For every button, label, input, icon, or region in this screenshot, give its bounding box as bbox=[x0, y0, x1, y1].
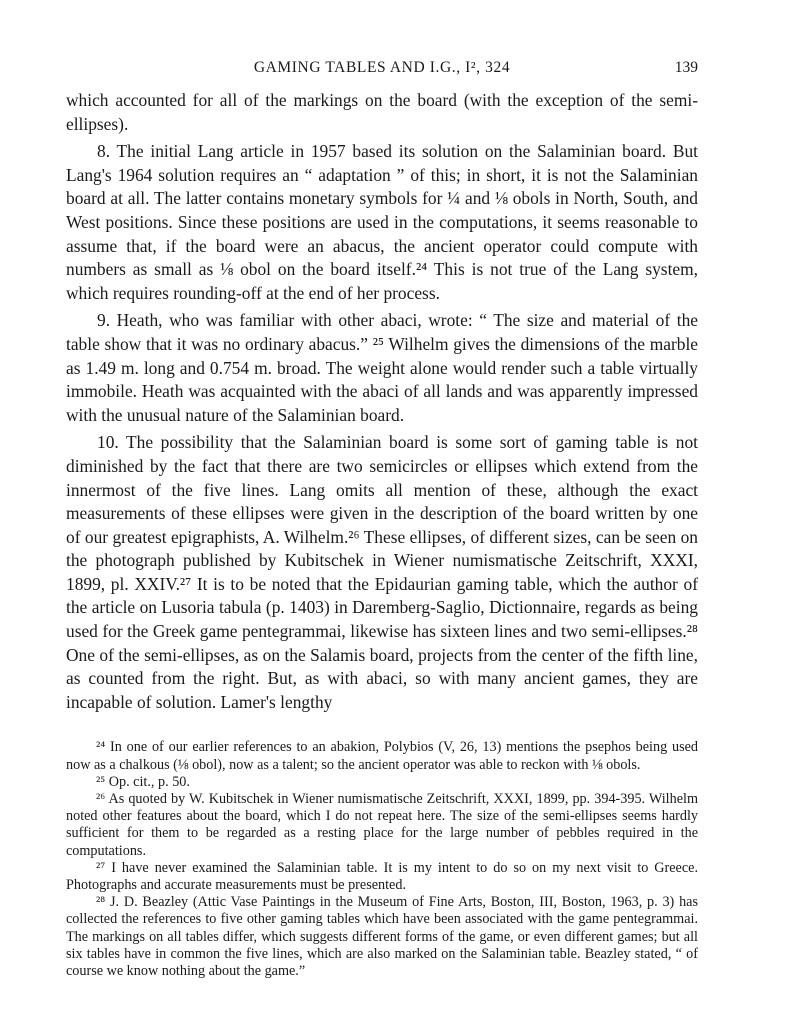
paragraph-8: 8. The initial Lang article in 1957 based its solution on the Salaminian board. But Lang's 1964 solution requires an “ adaptation ” of this; in short, it is not the Salaminian board at all. The latter contains monetary symbols for ¼ and ⅛ obols in North, South, and West positions. Since these positions are used in the computations, it seems reasonable to assume that, if the board were an abacus, the ancient operator could compute with numbers as small as ⅛ obol on the board itself.²⁴ This is not true of the Lang system, which requires rounding-off at the end of her process. bbox=[66, 141, 698, 303]
footnote-24: ²⁴ In one of our earlier references to an abakion, Polybios (V, 26, 13) mentions the psephos being used now as a chalkous (⅛ obol), now as a talent; so the ancient operator was able to reckon with ⅛ obols. bbox=[66, 739, 698, 773]
footnote-25: ²⁵ Op. cit., p. 50. bbox=[96, 773, 190, 790]
running-header bbox=[66, 59, 698, 85]
page bbox=[66, 0, 698, 980]
paragraph-10: 10. The possibility that the Salaminian board is some sort of gaming table is not diminished by the fact that there are two semicircles or ellipses which extend from the innermost of the five lines. Lang omits all mention of these, although the exact measurements of these ellipses were given in the description of the board written by one of our greatest epigraphists, A. Wilhelm.²⁶ These ellipses, of different sizes, can be seen on the photograph published by Kubitschek in Wiener numismatische Zeitschrift, XXXI, 1899, pl. XXIV.²⁷ It is to be noted that the Epidaurian gaming table, which the author of the article on Lusoria tabula (p. 1403) in Daremberg-Saglio, Dictionnaire, regards as being used for the Greek game pentegrammai, likewise has sixteen lines and two semi-ellipses.²⁸ One of the semi-ellipses, as on the Salamis board, projects from the center of the fifth line, as counted from the right. But, as with abaci, so with many ancient games, they are incapable of solution. Lamer's lengthy bbox=[66, 432, 698, 712]
page-number: 139 bbox=[674, 59, 698, 76]
footnote-27: ²⁷ I have never examined the Salaminian table. It is my intent to do so on my next visit to Greece. Photographs and accurate measurements must be presented. bbox=[66, 859, 698, 894]
paragraph-9: 9. Heath, who was familiar with other abaci, wrote: “ The size and material of the table show that it was no ordinary abacus.” ²⁵ Wilhelm gives the dimensions of the marble as 1.49 m. long and 0.754 m. broad. The weight alone would render such a table virtually immobile. Heath was acquainted with the abaci of all lands and was apparently impressed with the unusual nature of the Salaminian board. bbox=[66, 310, 698, 425]
paragraph-continuation: which accounted for all of the markings on the board (with the exception of the semi-ellipses). bbox=[66, 90, 698, 134]
footnote-26: ²⁶ As quoted by W. Kubitschek in Wiener numismatische Zeitschrift, XXXI, 1899, pp. 394-395. Wilhelm noted other features about the board, which I do not repeat here. The size of the semi-ellipses seems hardly sufficient for them to be regarded as a resting place for the large number of pebbles required in the computations. bbox=[66, 791, 698, 859]
footnote-28: ²⁸ J. D. Beazley (Attic Vase Paintings in the Museum of Fine Arts, Boston, III, Boston, 1963, p. 3) has collected the references to five other gaming tables which have been associated with the game pentegrammai. The markings on all tables differ, which suggests different forms of the game, or even different games; but all six tables have in common the five lines, which are also marked on the Salaminian table. Beazley stated, “ of course we know nothing about the game.” bbox=[66, 894, 698, 980]
footnotes bbox=[66, 739, 698, 980]
body-text bbox=[66, 89, 698, 714]
running-title: GAMING TABLES AND I.G., I², 324 bbox=[253, 59, 511, 76]
